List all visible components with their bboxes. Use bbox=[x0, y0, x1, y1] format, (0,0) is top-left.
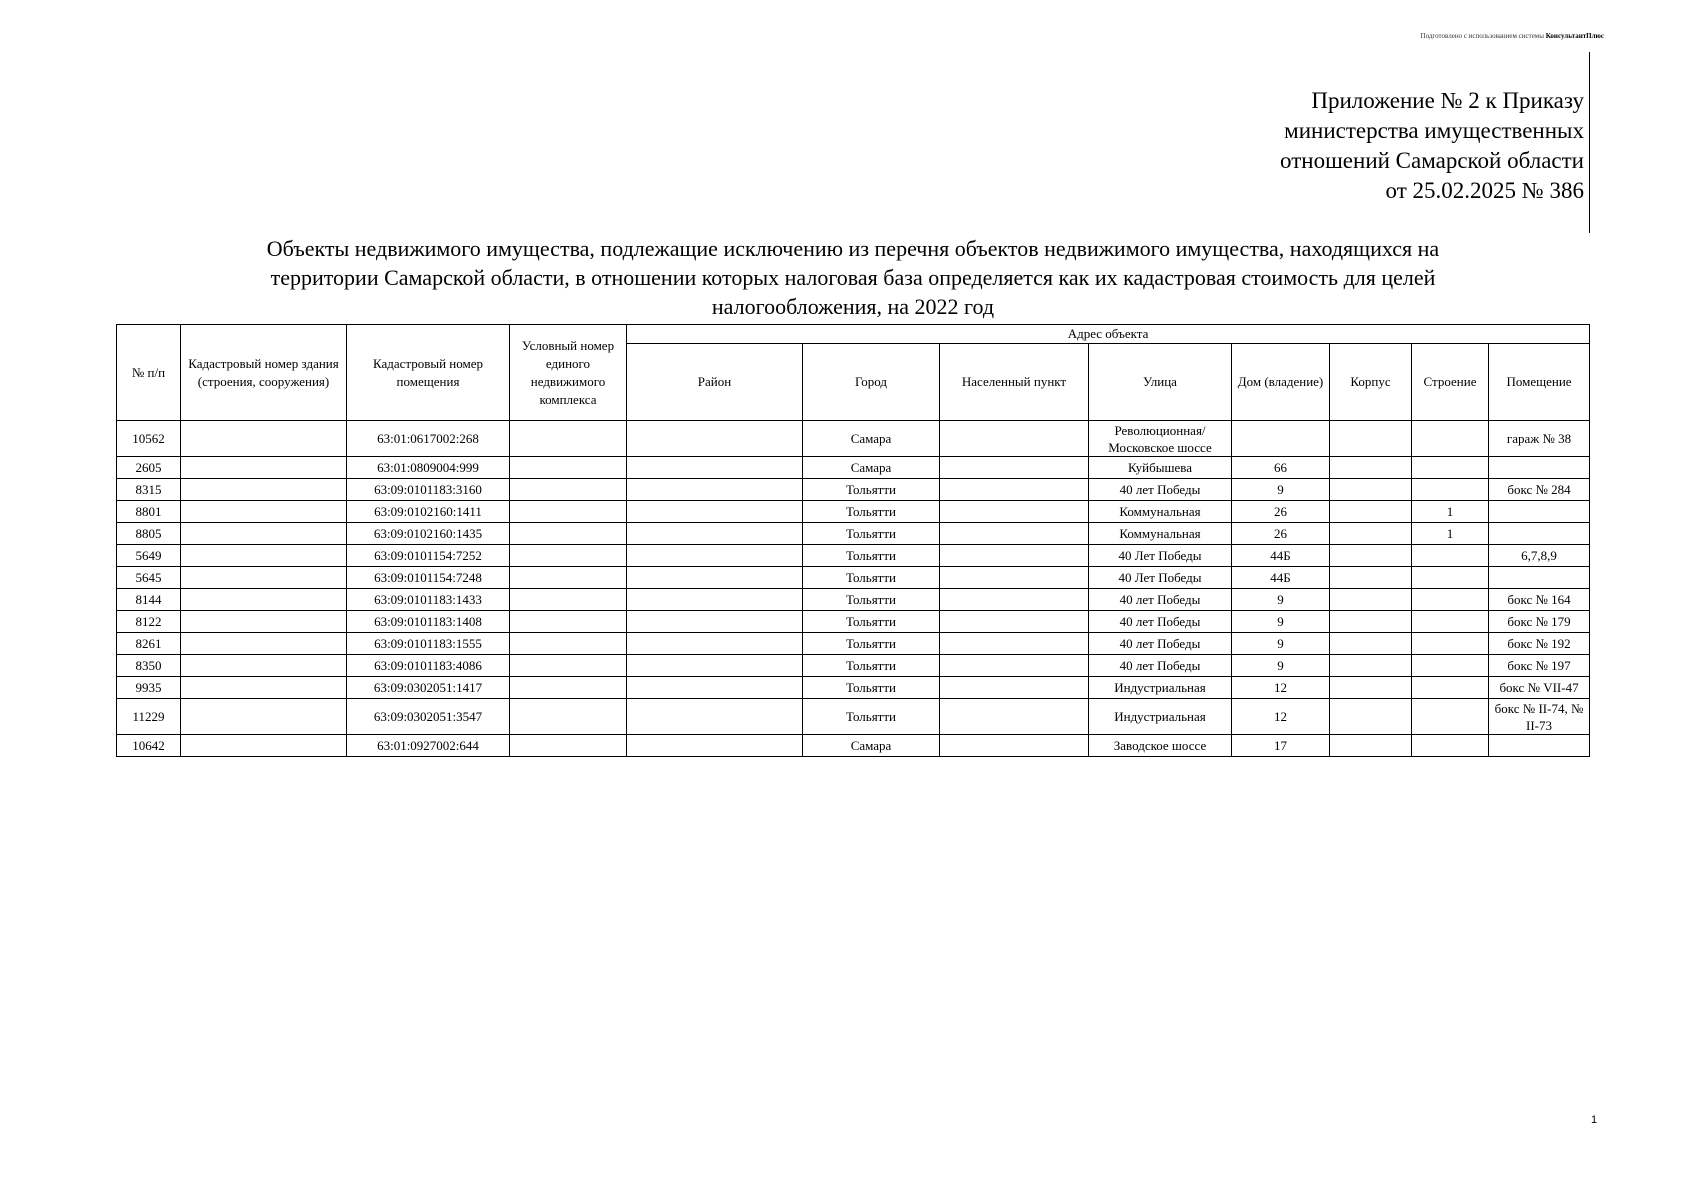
header-address: Адрес объекта bbox=[627, 325, 1590, 344]
cell-structure bbox=[1412, 655, 1489, 677]
cell-num: 8261 bbox=[117, 633, 181, 655]
cell-city: Самара bbox=[803, 457, 940, 479]
watermark-prefix: Подготовлено с использованием системы bbox=[1420, 32, 1544, 40]
cell-building bbox=[181, 567, 347, 589]
cell-korpus bbox=[1330, 421, 1412, 457]
cell-room: 63:09:0302051:3547 bbox=[347, 699, 510, 735]
header-building-cadastral: Кадастровый номер здания (строения, сооружения) bbox=[181, 325, 347, 421]
cell-house: 9 bbox=[1232, 479, 1330, 501]
cell-building bbox=[181, 479, 347, 501]
cell-settlement bbox=[940, 699, 1089, 735]
cell-korpus bbox=[1330, 501, 1412, 523]
appendix-line: министерства имущественных bbox=[1284, 118, 1584, 143]
cell-settlement bbox=[940, 735, 1089, 757]
cell-room: 63:09:0101154:7248 bbox=[347, 567, 510, 589]
cell-structure bbox=[1412, 545, 1489, 567]
cell-settlement bbox=[940, 589, 1089, 611]
cell-structure bbox=[1412, 611, 1489, 633]
cell-house: 17 bbox=[1232, 735, 1330, 757]
cell-room: 63:09:0101183:3160 bbox=[347, 479, 510, 501]
cell-street: 40 Лет Победы bbox=[1089, 567, 1232, 589]
cell-building bbox=[181, 655, 347, 677]
margin-rule bbox=[1589, 52, 1590, 233]
header-premises: Помещение bbox=[1489, 344, 1590, 421]
cell-premises: гараж № 38 bbox=[1489, 421, 1590, 457]
cell-city: Тольятти bbox=[803, 699, 940, 735]
cell-street: Заводское шоссе bbox=[1089, 735, 1232, 757]
table-header bbox=[117, 325, 1590, 421]
cell-korpus bbox=[1330, 523, 1412, 545]
cell-district bbox=[627, 479, 803, 501]
header-settlement: Населенный пункт bbox=[940, 344, 1089, 421]
cell-settlement bbox=[940, 523, 1089, 545]
cell-complex bbox=[510, 545, 627, 567]
cell-premises bbox=[1489, 523, 1590, 545]
cell-num: 10562 bbox=[117, 421, 181, 457]
cell-district bbox=[627, 611, 803, 633]
cell-house: 44Б bbox=[1232, 545, 1330, 567]
cell-structure bbox=[1412, 421, 1489, 457]
cell-settlement bbox=[940, 677, 1089, 699]
cell-num: 5649 bbox=[117, 545, 181, 567]
cell-building bbox=[181, 421, 347, 457]
cell-room: 63:09:0101154:7252 bbox=[347, 545, 510, 567]
header-city: Город bbox=[803, 344, 940, 421]
cell-house: 26 bbox=[1232, 501, 1330, 523]
table-row bbox=[117, 699, 1590, 735]
cell-house: 9 bbox=[1232, 589, 1330, 611]
table-body bbox=[117, 421, 1590, 757]
cell-district bbox=[627, 421, 803, 457]
cell-num: 8315 bbox=[117, 479, 181, 501]
cell-premises: бокс № 192 bbox=[1489, 633, 1590, 655]
cell-korpus bbox=[1330, 567, 1412, 589]
cell-settlement bbox=[940, 633, 1089, 655]
cell-complex bbox=[510, 633, 627, 655]
cell-complex bbox=[510, 501, 627, 523]
cell-street: Куйбышева bbox=[1089, 457, 1232, 479]
cell-settlement bbox=[940, 421, 1089, 457]
consultant-watermark bbox=[1421, 32, 1604, 40]
cell-structure bbox=[1412, 457, 1489, 479]
cell-num: 2605 bbox=[117, 457, 181, 479]
cell-district bbox=[627, 567, 803, 589]
cell-settlement bbox=[940, 545, 1089, 567]
cell-city: Самара bbox=[803, 735, 940, 757]
cell-room: 63:09:0101183:4086 bbox=[347, 655, 510, 677]
cell-house: 26 bbox=[1232, 523, 1330, 545]
cell-city: Тольятти bbox=[803, 567, 940, 589]
cell-house: 9 bbox=[1232, 633, 1330, 655]
header-structure: Строение bbox=[1412, 344, 1489, 421]
cell-premises bbox=[1489, 735, 1590, 757]
cell-structure bbox=[1412, 479, 1489, 501]
cell-complex bbox=[510, 699, 627, 735]
cell-building bbox=[181, 545, 347, 567]
cell-premises: бокс № VII-47 bbox=[1489, 677, 1590, 699]
table-row bbox=[117, 545, 1590, 567]
cell-structure: 1 bbox=[1412, 523, 1489, 545]
cell-korpus bbox=[1330, 735, 1412, 757]
table-row bbox=[117, 655, 1590, 677]
cell-street: 40 лет Победы bbox=[1089, 589, 1232, 611]
table-row bbox=[117, 589, 1590, 611]
cell-house: 66 bbox=[1232, 457, 1330, 479]
cell-building bbox=[181, 501, 347, 523]
cell-street: Коммунальная bbox=[1089, 523, 1232, 545]
cell-settlement bbox=[940, 611, 1089, 633]
table-row bbox=[117, 523, 1590, 545]
cell-house bbox=[1232, 421, 1330, 457]
cell-premises bbox=[1489, 457, 1590, 479]
table-row bbox=[117, 501, 1590, 523]
cell-building bbox=[181, 589, 347, 611]
cell-complex bbox=[510, 735, 627, 757]
cell-room: 63:09:0102160:1435 bbox=[347, 523, 510, 545]
cell-city: Тольятти bbox=[803, 611, 940, 633]
cell-city: Тольятти bbox=[803, 501, 940, 523]
cell-complex bbox=[510, 567, 627, 589]
cell-korpus bbox=[1330, 545, 1412, 567]
cell-district bbox=[627, 457, 803, 479]
cell-num: 8805 bbox=[117, 523, 181, 545]
cell-city: Тольятти bbox=[803, 677, 940, 699]
cell-building bbox=[181, 677, 347, 699]
cell-district bbox=[627, 501, 803, 523]
cell-district bbox=[627, 735, 803, 757]
appendix-line: отношений Самарской области bbox=[1280, 148, 1584, 173]
cell-settlement bbox=[940, 501, 1089, 523]
cell-building bbox=[181, 735, 347, 757]
cell-premises: бокс № II-74, № II-73 bbox=[1489, 699, 1590, 735]
cell-structure bbox=[1412, 567, 1489, 589]
table-row bbox=[117, 633, 1590, 655]
cell-street: 40 лет Победы bbox=[1089, 633, 1232, 655]
cell-room: 63:09:0101183:1555 bbox=[347, 633, 510, 655]
table-row bbox=[117, 611, 1590, 633]
cell-room: 63:01:0617002:268 bbox=[347, 421, 510, 457]
cell-street: Коммунальная bbox=[1089, 501, 1232, 523]
cell-complex bbox=[510, 611, 627, 633]
cell-complex bbox=[510, 589, 627, 611]
cell-premises: бокс № 284 bbox=[1489, 479, 1590, 501]
cell-settlement bbox=[940, 479, 1089, 501]
cell-building bbox=[181, 611, 347, 633]
cell-premises: бокс № 197 bbox=[1489, 655, 1590, 677]
cell-district bbox=[627, 699, 803, 735]
cell-district bbox=[627, 655, 803, 677]
cell-building bbox=[181, 457, 347, 479]
cell-num: 5645 bbox=[117, 567, 181, 589]
cell-house: 9 bbox=[1232, 655, 1330, 677]
cell-settlement bbox=[940, 567, 1089, 589]
cell-num: 10642 bbox=[117, 735, 181, 757]
cell-street: Индустриальная bbox=[1089, 677, 1232, 699]
cell-house: 12 bbox=[1232, 699, 1330, 735]
cell-premises bbox=[1489, 501, 1590, 523]
cell-premises: бокс № 179 bbox=[1489, 611, 1590, 633]
cell-korpus bbox=[1330, 699, 1412, 735]
cell-korpus bbox=[1330, 611, 1412, 633]
cell-structure bbox=[1412, 735, 1489, 757]
cell-city: Тольятти bbox=[803, 589, 940, 611]
cell-street: 40 лет Победы bbox=[1089, 479, 1232, 501]
cell-structure bbox=[1412, 677, 1489, 699]
title-line: Объекты недвижимого имущества, подлежащие исключению из перечня объектов недвижимого имущества, находящихся на bbox=[266, 236, 1440, 261]
table-row bbox=[117, 735, 1590, 757]
header-street: Улица bbox=[1089, 344, 1232, 421]
cell-premises bbox=[1489, 567, 1590, 589]
cell-num: 8350 bbox=[117, 655, 181, 677]
cell-korpus bbox=[1330, 655, 1412, 677]
objects-table bbox=[116, 324, 1590, 757]
cell-city: Тольятти bbox=[803, 479, 940, 501]
cell-structure bbox=[1412, 633, 1489, 655]
cell-korpus bbox=[1330, 677, 1412, 699]
cell-house: 9 bbox=[1232, 611, 1330, 633]
cell-korpus bbox=[1330, 633, 1412, 655]
cell-city: Тольятти bbox=[803, 523, 940, 545]
cell-street: Революционная/ Московское шоссе bbox=[1089, 421, 1232, 457]
cell-room: 63:09:0101183:1433 bbox=[347, 589, 510, 611]
cell-street: 40 Лет Победы bbox=[1089, 545, 1232, 567]
header-num: № п/п bbox=[117, 325, 181, 421]
header-complex-number: Условный номер единого недвижимого комплекса bbox=[510, 325, 627, 421]
appendix-line: Приложение № 2 к Приказу bbox=[1311, 88, 1584, 113]
cell-num: 8144 bbox=[117, 589, 181, 611]
cell-city: Самара bbox=[803, 421, 940, 457]
cell-korpus bbox=[1330, 479, 1412, 501]
cell-room: 63:09:0302051:1417 bbox=[347, 677, 510, 699]
cell-num: 8122 bbox=[117, 611, 181, 633]
cell-complex bbox=[510, 655, 627, 677]
title-line: налогообложения, на 2022 год bbox=[711, 294, 995, 319]
cell-num: 9935 bbox=[117, 677, 181, 699]
cell-structure: 1 bbox=[1412, 501, 1489, 523]
cell-settlement bbox=[940, 655, 1089, 677]
cell-room: 63:09:0101183:1408 bbox=[347, 611, 510, 633]
cell-complex bbox=[510, 523, 627, 545]
cell-premises: 6,7,8,9 bbox=[1489, 545, 1590, 567]
appendix-line: от 25.02.2025 № 386 bbox=[1385, 178, 1584, 203]
cell-building bbox=[181, 699, 347, 735]
cell-premises: бокс № 164 bbox=[1489, 589, 1590, 611]
cell-city: Тольятти bbox=[803, 545, 940, 567]
cell-house: 44Б bbox=[1232, 567, 1330, 589]
cell-street: 40 лет Победы bbox=[1089, 655, 1232, 677]
cell-street: 40 лет Победы bbox=[1089, 611, 1232, 633]
header-district: Район bbox=[627, 344, 803, 421]
header-korpus: Корпус bbox=[1330, 344, 1412, 421]
cell-building bbox=[181, 633, 347, 655]
cell-korpus bbox=[1330, 589, 1412, 611]
cell-district bbox=[627, 523, 803, 545]
page-number: 1 bbox=[1591, 1114, 1598, 1126]
appendix-reference bbox=[1280, 86, 1584, 206]
cell-district bbox=[627, 589, 803, 611]
cell-korpus bbox=[1330, 457, 1412, 479]
cell-district bbox=[627, 633, 803, 655]
cell-structure bbox=[1412, 699, 1489, 735]
cell-room: 63:01:0927002:644 bbox=[347, 735, 510, 757]
table-row bbox=[117, 567, 1590, 589]
cell-complex bbox=[510, 479, 627, 501]
cell-settlement bbox=[940, 457, 1089, 479]
table-row bbox=[117, 457, 1590, 479]
watermark-brand: КонсультантПлюс bbox=[1545, 32, 1604, 40]
cell-num: 11229 bbox=[117, 699, 181, 735]
cell-structure bbox=[1412, 589, 1489, 611]
cell-room: 63:09:0102160:1411 bbox=[347, 501, 510, 523]
cell-street: Индустриальная bbox=[1089, 699, 1232, 735]
cell-house: 12 bbox=[1232, 677, 1330, 699]
cell-complex bbox=[510, 421, 627, 457]
cell-district bbox=[627, 677, 803, 699]
cell-district bbox=[627, 545, 803, 567]
title-line: территории Самарской области, в отношении которых налоговая база определяется как их кадастровая стоимость для целей bbox=[270, 265, 1436, 290]
table-row bbox=[117, 421, 1590, 457]
cell-city: Тольятти bbox=[803, 633, 940, 655]
table-row bbox=[117, 479, 1590, 501]
cell-complex bbox=[510, 457, 627, 479]
table-row bbox=[117, 677, 1590, 699]
cell-complex bbox=[510, 677, 627, 699]
document-title bbox=[116, 234, 1590, 321]
cell-num: 8801 bbox=[117, 501, 181, 523]
header-room-cadastral: Кадастровый номер помещения bbox=[347, 325, 510, 421]
cell-building bbox=[181, 523, 347, 545]
header-house: Дом (владение) bbox=[1232, 344, 1330, 421]
cell-room: 63:01:0809004:999 bbox=[347, 457, 510, 479]
cell-city: Тольятти bbox=[803, 655, 940, 677]
